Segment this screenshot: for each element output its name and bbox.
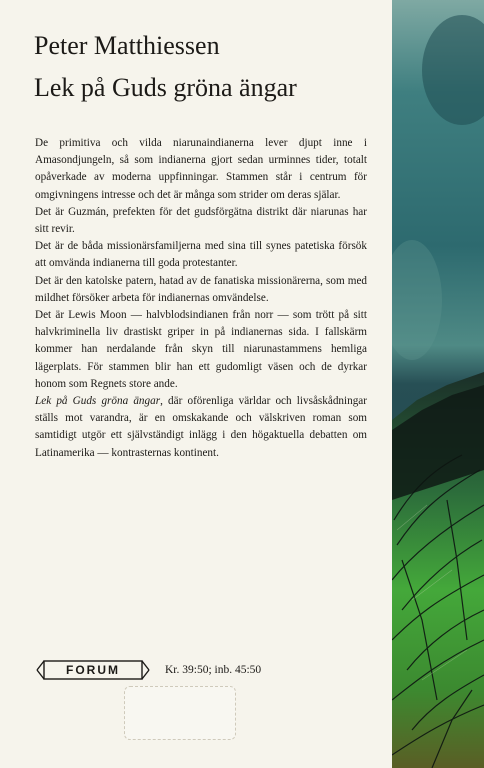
price-label: Kr. 39:50; inb. 45:50 <box>165 664 262 676</box>
blurb-paragraph-3: Det är de båda missionärsfamiljerna med sina till synes patetiska försök att omvända indianerna till goda protestanter. <box>35 240 367 270</box>
blurb-paragraph-6-rest: , där oförenliga världar och livsåskådningar ställs mot varandra, är en omskakande och välskriven roman som samtidigt utgör ett självständigt inlägg i den högaktuella debatten om Latinamerika — kontrasternas kontinent. <box>35 395 367 459</box>
blurb-paragraph-4: Det är den katolske patern, hatad av de fanatiska missionärerna, som med mildhet försöker arbeta för indianernas omvändelse. <box>35 274 367 304</box>
cover-illustration <box>392 0 484 768</box>
author-name: Peter Matthiessen <box>34 31 220 60</box>
publisher-name: FORUM <box>66 663 120 677</box>
publisher-logo <box>36 659 150 681</box>
blurb-paragraph-1: De primitiva och vilda niarunaindianerna lever djupt inne i Amasondjungeln, så som indianerna gjort sedan urminnes tider, totalt opåverkade av moderna uppfinningar. Stammen står i centrum för omgivningens intresse och det är många som strider om deras själar. <box>35 137 367 201</box>
blurb-paragraph-5: Det är Lewis Moon — halvblodsindianen från norr — som trött på sitt halvkriminella liv drastiskt griper in på indianernas sida. I fallskärm kommer han nerdalande från skyn till niarunastammens hemliga lägerplats. För stammen blir han ett gudomligt väsen och de dyrkar honom som Regnets store ande. <box>35 309 367 390</box>
blurb-text <box>35 135 367 462</box>
cover-art-strip <box>392 0 484 768</box>
price-sticker-residue <box>124 686 236 740</box>
blurb-paragraph-6 <box>35 393 367 462</box>
blurb-paragraph-2: Det är Guzmán, prefekten för det gudsförgätna distrikt där niarunas har sitt revir. <box>35 205 367 236</box>
blurb-title-italic: Lek på Guds gröna ängar <box>35 395 161 408</box>
book-title: Lek på Guds gröna ängar <box>34 73 297 102</box>
